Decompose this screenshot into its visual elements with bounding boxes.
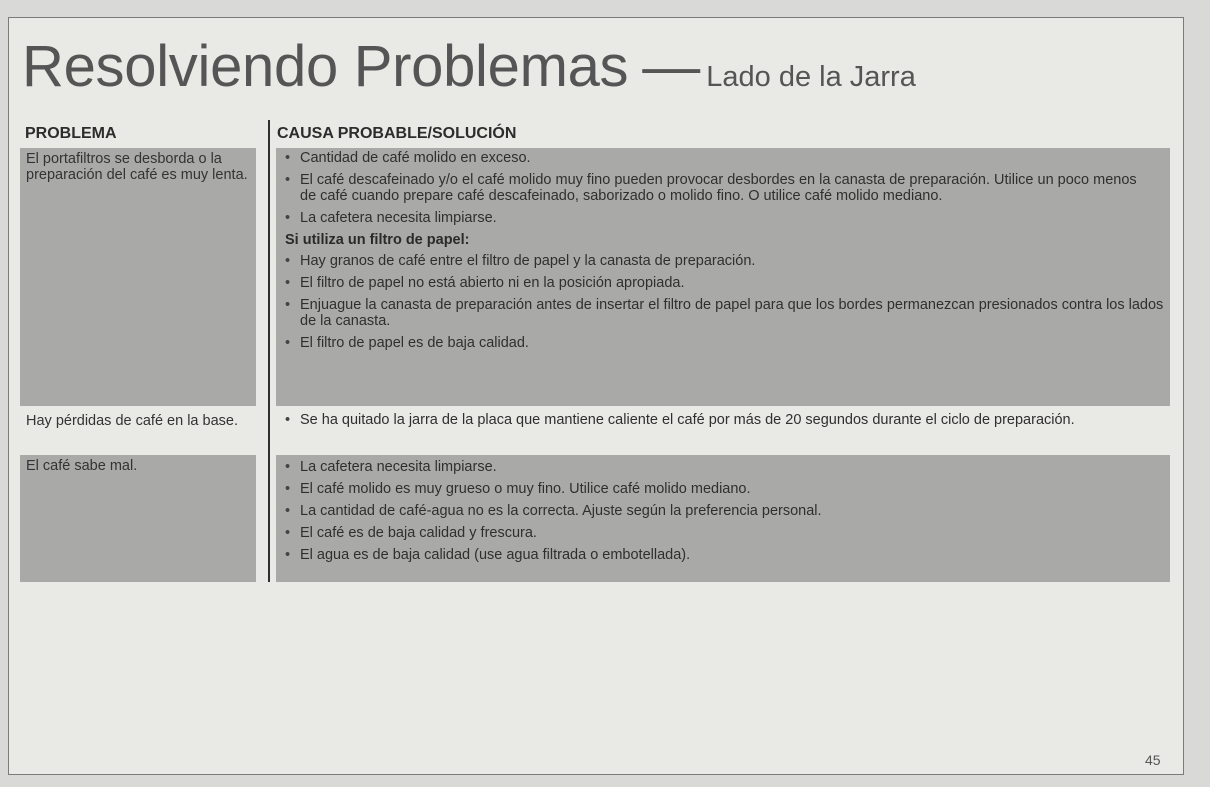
column-header-problem: PROBLEMA — [25, 125, 117, 142]
solution-item: • El agua es de baja calidad (use agua filtrada o embotellada). — [282, 547, 1164, 563]
problem-cell — [20, 410, 256, 452]
solution-item: • Enjuague la canasta de preparación antes de insertar el filtro de papel para que los bordes permanezcan presionados contra los lados de la canasta. — [282, 297, 1164, 329]
solution-item: • La cafetera necesita limpiarse. — [282, 210, 1164, 226]
solution-item: • La cafetera necesita limpiarse. — [282, 459, 1164, 475]
solution-cell — [276, 455, 1170, 582]
page-title — [22, 34, 916, 99]
solution-item: • El filtro de papel no está abierto ni en la posición apropiada. — [282, 275, 1164, 291]
solution-item: • El café molido es muy grueso o muy fino. Utilice café molido mediano. — [282, 481, 1164, 497]
column-divider — [268, 120, 270, 582]
problem-cell — [20, 455, 256, 582]
table-row — [20, 410, 1170, 452]
page-number: 45 — [1145, 752, 1161, 768]
solution-item: • El café es de baja calidad y frescura. — [282, 525, 1164, 541]
title-dash: — — [642, 34, 701, 99]
problem-text: Hay pérdidas de café en la base. — [26, 413, 238, 429]
table-row — [20, 455, 1170, 582]
column-header-solution: CAUSA PROBABLE/SOLUCIÓN — [277, 125, 517, 142]
solution-subheading: Si utiliza un filtro de papel: — [285, 232, 470, 248]
solution-item: • Cantidad de café molido en exceso. — [282, 150, 1164, 166]
solution-item: • La cantidad de café-agua no es la correcta. Ajuste según la preferencia personal. — [282, 503, 1164, 519]
problem-text: El café sabe mal. — [26, 458, 138, 474]
problem-text: El portafiltros se desborda o la preparación del café es muy lenta. — [26, 151, 248, 183]
table-row — [20, 148, 1170, 406]
problem-cell — [20, 148, 256, 406]
solution-item: • El café descafeinado y/o el café molido muy fino pueden provocar desbordes en la canasta de preparación. Utilice un poco menos de café cuando prepare café descafeinado, saborizado o molido fino. O utilice café molido mediano. — [282, 172, 1164, 204]
solution-item: • El filtro de papel es de baja calidad. — [282, 335, 1164, 351]
solution-item: • Se ha quitado la jarra de la placa que mantiene caliente el café por más de 20 segundos durante el ciclo de preparación. — [282, 412, 1164, 428]
title-subtitle: Lado de la Jarra — [706, 61, 916, 93]
title-main: Resolviendo Problemas — [22, 34, 629, 99]
solution-item: • Hay granos de café entre el filtro de papel y la canasta de preparación. — [282, 253, 1164, 269]
solution-cell — [276, 410, 1170, 452]
solution-cell — [276, 148, 1170, 406]
